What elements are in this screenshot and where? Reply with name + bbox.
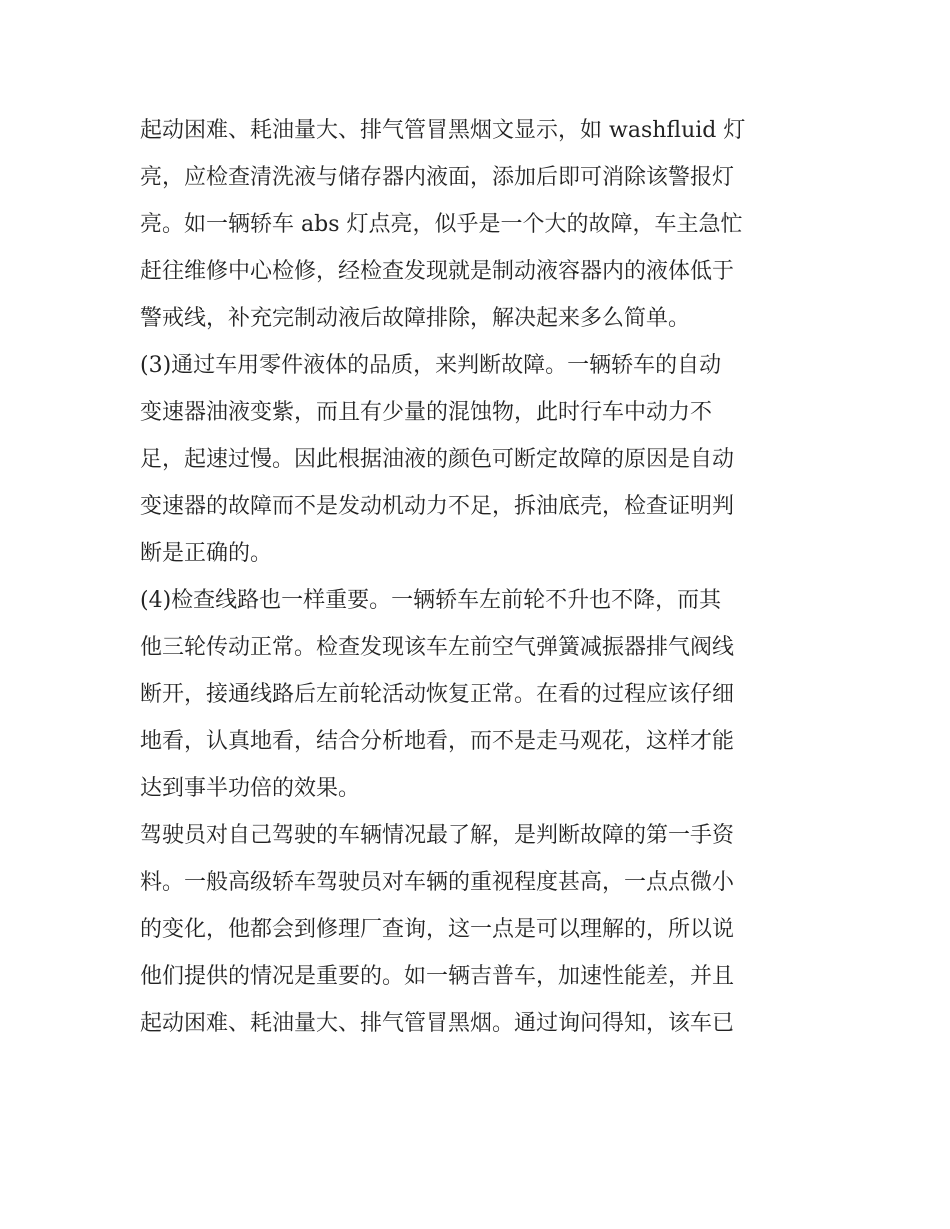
text-line: 地看，认真地看，结合分析地看，而不是走马观花，这样才能 (140, 729, 735, 754)
text-line: 断是正确的。 (140, 541, 273, 566)
paragraph-fluid-quality (140, 342, 820, 577)
text-line: 变速器的故障而不是发动机动力不足，拆油底壳，检查证明判 (140, 494, 735, 519)
text-line: 他三轮传动正常。检查发现该车左前空气弹簧减振器排气阀线 (140, 635, 735, 660)
text-line: 起动困难、耗油量大、排气管冒黑烟。通过询问得知，该车已 (140, 1011, 735, 1036)
text-line: 断开，接通线路后左前轮活动恢复正常。在看的过程应该仔细 (140, 682, 735, 707)
text-line: 达到事半功倍的效果。 (140, 776, 361, 801)
text-line: (3)通过车用零件液体的品质，来判断故障。一辆轿车的自动 (140, 353, 722, 378)
text-line: 警戒线，补充完制动液后故障排除，解决起来多么简单。 (140, 306, 691, 331)
paragraph-wiring-check (140, 577, 820, 812)
paragraph-warning-lights (140, 107, 820, 342)
text-line: 他们提供的情况是重要的。如一辆吉普车，加速性能差，并且 (140, 964, 735, 989)
text-line: 起动困难、耗油量大、排气管冒黑烟文显示，如 washfluid 灯 (140, 118, 746, 143)
text-line: (4)检查线路也一样重要。一辆轿车左前轮不升也不降，而其 (140, 588, 722, 613)
text-line: 足，起速过慢。因此根据油液的颜色可断定故障的原因是自动 (140, 447, 735, 472)
text-line: 亮。如一辆轿车 abs 灯点亮，似乎是一个大的故障，车主急忙 (140, 212, 743, 237)
text-line: 驾驶员对自己驾驶的车辆情况最了解，是判断故障的第一手资 (140, 823, 735, 848)
document-body (140, 107, 820, 1047)
text-line: 的变化，他都会到修理厂查询，这一点是可以理解的，所以说 (140, 917, 735, 942)
text-line: 料。一般高级轿车驾驶员对车辆的重视程度甚高，一点点微小 (140, 870, 735, 895)
text-line: 亮，应检查清洗液与储存器内液面，添加后即可消除该警报灯 (140, 165, 735, 190)
paragraph-driver-info (140, 812, 820, 1047)
text-line: 变速器油液变紫，而且有少量的混蚀物，此时行车中动力不 (140, 400, 713, 425)
text-line: 赶往维修中心检修，经检查发现就是制动液容器内的液体低于 (140, 259, 735, 284)
